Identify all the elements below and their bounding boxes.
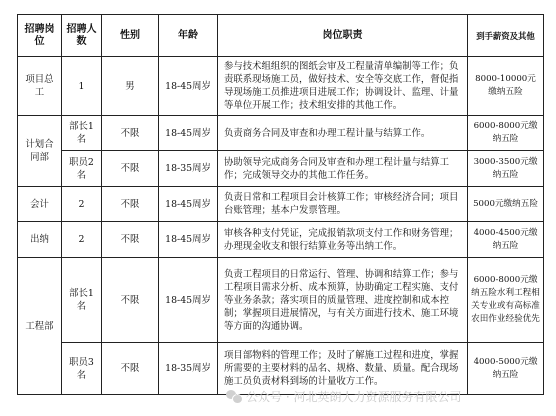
duty-cell: 协助领导完成商务合同及审查和办理工程计量与结算工作；完成领导交办的其他工作任务。 <box>218 151 468 187</box>
position-cell: 计划合同部 <box>18 116 62 187</box>
wechat-icon <box>226 389 242 403</box>
gender-cell: 不限 <box>102 116 159 151</box>
salary-cell: 4000-5000元缴纳五险 <box>468 343 544 395</box>
count-cell: 职员3名 <box>62 343 102 395</box>
salary-cell: 6000-8000元缴纳五险水利工程相关专业或有高标准农田作业经验优先 <box>468 258 544 343</box>
table-row <box>18 151 544 187</box>
position-cell: 会计 <box>18 187 62 222</box>
age-cell: 18-35周岁 <box>159 343 218 395</box>
age-cell: 18-45周岁 <box>159 187 218 222</box>
salary-cell: 3000-3500元缴纳五险 <box>468 151 544 187</box>
gender-cell: 不限 <box>102 258 159 343</box>
header-salary: 到手薪资及其他 <box>468 15 544 57</box>
count-cell: 部长1名 <box>62 258 102 343</box>
recruitment-table <box>17 14 544 395</box>
gender-cell: 男 <box>102 57 159 116</box>
duty-cell: 负责工程项目的日常运行、管理、协调和结算工作；参与工程项目需求分析、成本预算，协助确定工程实施、支付等业务条款；落实项目的质量管理、进度控制和成本控制；掌握项目进展情况，与有关方面进行技术、施工环境等方面的沟通协调。 <box>218 258 468 343</box>
table-row <box>18 258 544 343</box>
duty-cell: 审核各种支付凭证，完成报销款项支付工作和财务管理；办理现金收支和银行结算业务等出纳工作。 <box>218 222 468 258</box>
gender-cell: 不限 <box>102 222 159 258</box>
table-row <box>18 187 544 222</box>
count-cell: 2 <box>62 187 102 222</box>
salary-cell: 5000元缴纳五险 <box>468 187 544 222</box>
duty-cell: 项目部物料的管理工作；及时了解施工过程和进度，掌握所需要的主要材料的品名、规格、数量、质量。配合现场施工员负责材料到场的计量收方工作。 <box>218 343 468 395</box>
position-cell: 出纳 <box>18 222 62 258</box>
duty-cell: 负责商务合同及审查和办理工程计量与结算工作。 <box>218 116 468 151</box>
count-cell: 1 <box>62 57 102 116</box>
count-cell: 2 <box>62 222 102 258</box>
gender-cell: 不限 <box>102 187 159 222</box>
gender-cell: 不限 <box>102 343 159 395</box>
age-cell: 18-45周岁 <box>159 258 218 343</box>
table-header-row <box>18 15 544 57</box>
header-position: 招聘岗位 <box>18 15 62 57</box>
header-age: 年龄 <box>159 15 218 57</box>
table-row <box>18 222 544 258</box>
watermark-text: 公众号 · 河北英朗人力资源服务有限公司 <box>246 389 462 404</box>
table-row <box>18 116 544 151</box>
position-cell: 工程部 <box>18 258 62 395</box>
watermark <box>226 386 546 406</box>
position-cell: 项目总工 <box>18 57 62 116</box>
header-count: 招聘人数 <box>62 15 102 57</box>
salary-cell: 6000-8000元缴纳五险 <box>468 116 544 151</box>
age-cell: 18-45周岁 <box>159 222 218 258</box>
gender-cell: 不限 <box>102 151 159 187</box>
age-cell: 18-45周岁 <box>159 57 218 116</box>
salary-cell: 8000-10000元缴纳五险 <box>468 57 544 116</box>
count-cell: 部长1名 <box>62 116 102 151</box>
salary-cell: 4000-4500元缴纳五险 <box>468 222 544 258</box>
header-gender: 性别 <box>102 15 159 57</box>
age-cell: 18-45周岁 <box>159 116 218 151</box>
header-duty: 岗位职责 <box>218 15 468 57</box>
table-row <box>18 57 544 116</box>
age-cell: 18-35周岁 <box>159 151 218 187</box>
duty-cell: 参与技术组组织的图纸会审及工程量清单编制等工作；负责联系现场施工员，做好技术、安全等交底工作，督促指导现场施工员推进项目进展工作；协调设计、监理、计量等单位开展工作；技术组安排的其他工作。 <box>218 57 468 116</box>
count-cell: 职员2名 <box>62 151 102 187</box>
duty-cell: 负责日常和工程项目会计核算工作；审核经济合同；项目台账管理；基本户发票管理。 <box>218 187 468 222</box>
